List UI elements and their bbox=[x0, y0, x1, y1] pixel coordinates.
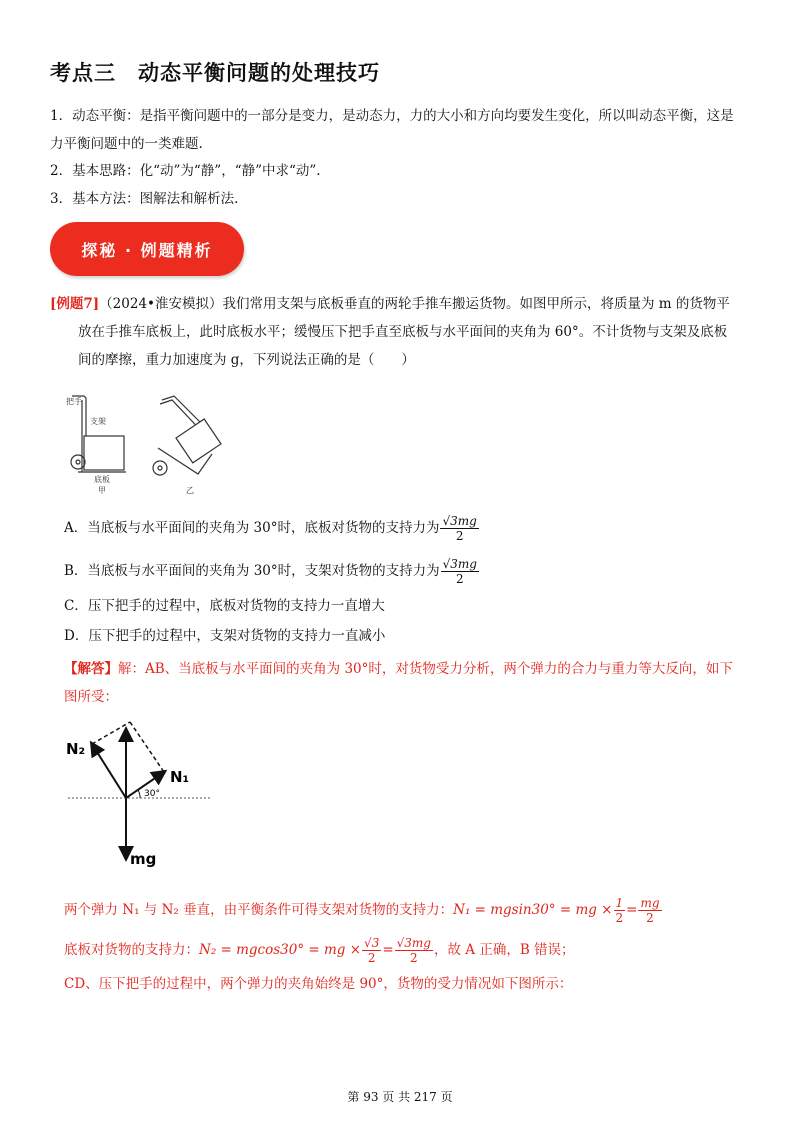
option-a bbox=[64, 514, 480, 543]
wheel-a bbox=[71, 455, 85, 469]
answer-line-3-frac-1-num: 1 bbox=[615, 896, 624, 910]
intro-item-1-line-2: 力平衡问题中的一类难题. bbox=[50, 136, 203, 152]
answer-line-3-frac-1 bbox=[614, 896, 626, 925]
answer-line-4-frac-1-den: 2 bbox=[367, 951, 376, 965]
force-diagram bbox=[60, 720, 220, 870]
option-a-frac-num: √3mg bbox=[442, 514, 477, 528]
wheel-b bbox=[153, 461, 167, 475]
cargo-box-b bbox=[176, 419, 221, 463]
label-handle: 把手 bbox=[66, 397, 82, 406]
example-line-1-text: （2024•淮安模拟）我们常用支架与底板垂直的两轮手推车搬运货物。如图甲所示，将质量为 m 的货物平 bbox=[99, 296, 730, 312]
intro-item-2: 2．基本思路：化“动”为“静”，“静”中求“动”. bbox=[50, 163, 321, 179]
option-b bbox=[64, 557, 480, 586]
dashed-parallel-1 bbox=[92, 722, 130, 744]
answer-line-3-frac-2 bbox=[638, 896, 661, 925]
option-b-fraction bbox=[441, 557, 479, 586]
answer-line-5: CD、压下把手的过程中，两个弹力的夹角始终是 90°，货物的受力情况如下图所示： bbox=[64, 976, 573, 992]
label-n2: N₂ bbox=[66, 740, 86, 758]
example-line-3: 间的摩擦，重力加速度为 g，下列说法正确的是（ ） bbox=[78, 352, 415, 368]
answer-line-4-frac-1 bbox=[362, 936, 381, 965]
answer-line-3-math: N₁ = mgsin30° = mg × bbox=[453, 902, 613, 918]
answer-line-3 bbox=[64, 896, 663, 925]
option-a-frac-den: 2 bbox=[455, 529, 464, 543]
answer-line-4-frac-1-num: √3 bbox=[364, 936, 380, 950]
answer-line-3-frac-2-den: 2 bbox=[646, 911, 654, 925]
example-line-2: 放在手推车底板上，此时底板水平；缓慢压下把手直至底板与水平面间的夹角为 60°。不计货物与支架及底板 bbox=[78, 324, 728, 340]
answer-line-3-text: 两个弹力 N₁ 与 N₂ 垂直，由平衡条件可得支架对货物的支持力： bbox=[64, 902, 454, 918]
dashed-parallel-2 bbox=[130, 722, 164, 772]
title-section-number: 考点三 bbox=[50, 61, 116, 85]
answer-line-3-frac-1-den: 2 bbox=[615, 911, 624, 925]
option-c: C．压下把手的过程中，底板对货物的支持力一直增大 bbox=[64, 598, 385, 614]
answer-line-3-eq: = bbox=[626, 902, 638, 918]
answer-line-4-frac-2 bbox=[395, 936, 433, 965]
label-support: 支架 bbox=[90, 417, 106, 426]
intro-item-3: 3．基本方法：图解法和解析法. bbox=[50, 191, 239, 207]
option-b-frac-den: 2 bbox=[455, 572, 464, 586]
n2-arrow bbox=[92, 744, 126, 798]
label-base: 底板 bbox=[94, 475, 110, 484]
answer-line-4-frac-2-den: 2 bbox=[409, 951, 418, 965]
hand-truck-figure bbox=[64, 390, 244, 500]
answer-line-4-eq: = bbox=[382, 942, 394, 958]
answer-line-4-tail: ，故 A 正确，B 错误； bbox=[433, 942, 575, 958]
example-banner: 探秘 · 例题精析 bbox=[50, 222, 244, 276]
option-a-fraction bbox=[440, 514, 478, 543]
cargo-box-a bbox=[84, 436, 124, 470]
answer-line-1 bbox=[64, 659, 733, 679]
label-figure-a: 甲 bbox=[98, 486, 106, 495]
label-figure-b: 乙 bbox=[186, 486, 194, 495]
answer-line-4-math: N₂ = mgcos30° = mg × bbox=[199, 942, 362, 958]
option-d: D．压下把手的过程中，支架对货物的支持力一直减小 bbox=[64, 628, 386, 644]
label-n1: N₁ bbox=[170, 768, 190, 786]
option-b-frac-num: √3mg bbox=[442, 557, 477, 571]
page-footer: 第 93 页 共 217 页 bbox=[347, 1090, 453, 1104]
label-angle: 30° bbox=[144, 789, 160, 799]
answer-line-4-text: 底板对货物的支持力： bbox=[64, 942, 199, 958]
answer-line-1-text: 解：AB、当底板与水平面间的夹角为 30°时，对货物受力分析，两个弹力的合力与重力等大反向，如下 bbox=[118, 661, 733, 677]
answer-line-4-frac-2-num: √3mg bbox=[396, 936, 431, 950]
option-a-text: A．当底板与水平面间的夹角为 30°时，底板对货物的支持力为 bbox=[64, 520, 440, 536]
angle-arc bbox=[138, 790, 140, 798]
page-title bbox=[50, 57, 380, 87]
example-line-1 bbox=[50, 294, 730, 314]
title-section-name: 动态平衡问题的处理技巧 bbox=[138, 61, 380, 85]
label-mg: mg bbox=[130, 850, 157, 868]
intro-item-1-line-1: 1．动态平衡：是指平衡问题中的一部分是变力，是动态力，力的大小和方向均要发生变化，所以叫动态平衡，这是 bbox=[50, 108, 734, 124]
answer-line-3-frac-2-num: mg bbox=[640, 896, 660, 910]
answer-line-4 bbox=[64, 936, 575, 965]
answer-tag: 【解答】 bbox=[64, 661, 118, 677]
example-tag: [例题7] bbox=[50, 296, 100, 312]
option-b-text: B．当底板与水平面间的夹角为 30°时，支架对货物的支持力为 bbox=[64, 563, 440, 579]
answer-line-2: 图所受： bbox=[64, 689, 118, 705]
